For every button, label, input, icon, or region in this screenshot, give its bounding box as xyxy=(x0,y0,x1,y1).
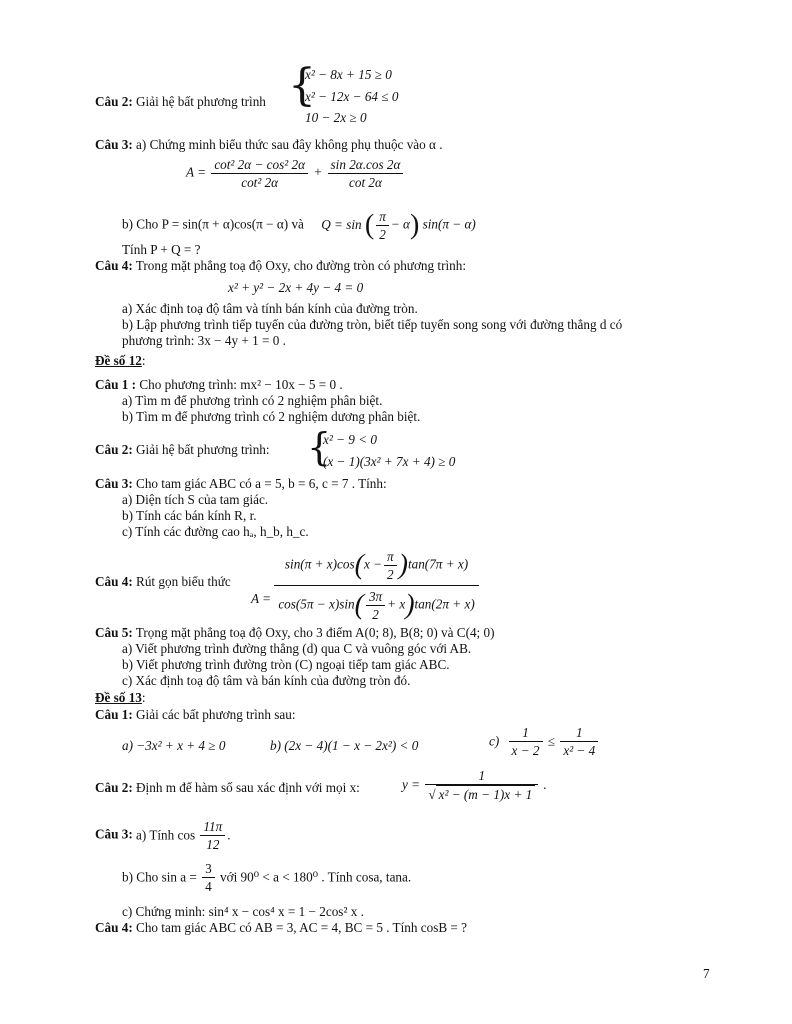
exam-title: Đề số 12 xyxy=(95,353,142,368)
radicand: x² − (m − 1)x + 1 xyxy=(436,785,536,803)
formula-part: cos(5π − x)sin xyxy=(278,596,355,612)
part-label: c) xyxy=(489,733,500,749)
question-part: b) Lập phương trình tiếp tuyến của đường tròn, biết tiếp tuyến song song với đường thẳng d có xyxy=(122,317,623,332)
fraction xyxy=(366,588,385,623)
numerator: 11π xyxy=(200,818,225,836)
question-5-line xyxy=(95,625,495,641)
question-label: Câu 2: xyxy=(95,442,133,457)
fraction xyxy=(384,548,397,583)
question-text: Trọng mặt phẳng toạ độ Oxy, cho 3 điểm A(0; 8), B(8; 0) và C(4; 0) xyxy=(135,625,495,640)
question-part: a) Viết phương trình đường thẳng (d) qua C và vuông góc với AB. xyxy=(122,641,472,656)
question-part xyxy=(489,724,600,759)
fraction xyxy=(509,724,543,759)
denominator: x² − 4 xyxy=(563,743,596,758)
inequality: x² − 9 < 0 xyxy=(323,432,377,447)
exam-heading xyxy=(95,353,146,369)
inequality: x² − 8x + 15 ≥ 0 xyxy=(305,67,392,82)
circle-equation: x² + y² − 2x + 4y − 4 = 0 xyxy=(228,280,364,295)
expression-A xyxy=(251,548,479,623)
question-1-line xyxy=(95,707,296,723)
big-fraction xyxy=(274,548,478,623)
question-4-line xyxy=(95,258,466,274)
formula-part: tan(7π + x) xyxy=(407,556,469,572)
question-label: Câu 4: xyxy=(95,920,133,935)
question-1-line xyxy=(95,377,343,393)
question-label: Câu 4: xyxy=(95,574,133,589)
denominator: 4 xyxy=(205,879,212,894)
question-part: a) Xác định toạ độ tâm và tính bán kính của đường tròn. xyxy=(122,301,418,316)
formula-part: sin(π + x)cos xyxy=(284,556,355,572)
question-part: a) Tìm m để phương trình có 2 nghiệm phân biệt. xyxy=(122,393,383,408)
question-text: Giải hệ bất phương trình xyxy=(136,94,266,109)
question-label: Câu 2: xyxy=(95,94,133,109)
denominator: 2 xyxy=(387,567,394,582)
function-y xyxy=(402,767,547,803)
question-3-line xyxy=(95,476,387,492)
system-brace: { xyxy=(288,60,316,111)
exam-heading xyxy=(95,690,146,706)
question-2-line xyxy=(95,94,266,110)
formula-part: − α xyxy=(390,216,410,232)
paren-right: ) xyxy=(405,589,415,621)
denominator xyxy=(425,785,538,803)
question-3b-line xyxy=(122,208,476,243)
question-label: Câu 4: xyxy=(95,258,133,273)
question-label: Câu 2: xyxy=(95,780,133,795)
question-4-line xyxy=(95,920,467,936)
fraction xyxy=(200,818,225,853)
numerator: 1 xyxy=(425,767,538,785)
exam-title: Đề số 13 xyxy=(95,690,142,705)
question-part: b) Viết phương trình đường tròn (C) ngoại tiếp tam giác ABC. xyxy=(122,657,450,672)
question-text: Cho tam giác ABC có AB = 3, AC = 4, BC = 5 . Tính cosB = ? xyxy=(136,920,468,935)
inequality: x² − 12x − 64 ≤ 0 xyxy=(305,89,399,104)
question-label: Câu 3: xyxy=(95,476,133,491)
period: . xyxy=(227,827,231,843)
fraction xyxy=(376,208,389,243)
formula-lhs: A = xyxy=(251,590,272,606)
denominator xyxy=(274,586,478,623)
formula-part: tan(2π + x) xyxy=(414,596,475,612)
question-text: b) Cho P = sin(π + α)cos(π − α) và xyxy=(122,216,304,232)
question-part: c) Xác định toạ độ tâm và bán kính của đường tròn đó. xyxy=(122,673,411,688)
question-part: a) −3x² + x + 4 ≥ 0 xyxy=(122,738,226,753)
question-label: Câu 3: xyxy=(95,137,133,152)
formula-part: sin(π − α) xyxy=(422,216,476,232)
numerator: 3 xyxy=(202,860,215,878)
question-2-line xyxy=(95,442,270,458)
formula-A xyxy=(186,156,405,191)
paren-right: ) xyxy=(398,549,408,581)
operator: ≤ xyxy=(547,733,556,749)
operator: + xyxy=(313,164,323,180)
question-text: Giải các bất phương trình sau: xyxy=(136,707,296,722)
numerator: cot² 2α − cos² 2α xyxy=(211,156,308,174)
question-label: Câu 1: xyxy=(95,707,133,722)
denominator: cot² 2α xyxy=(241,175,279,190)
denominator: 2 xyxy=(372,607,379,622)
denominator: 2 xyxy=(379,227,386,242)
question-text: Rút gọn biểu thức xyxy=(136,574,231,589)
question-text: a) Chứng minh biểu thức sau đây không phụ thuộc vào α . xyxy=(136,137,443,152)
numerator: 1 xyxy=(509,724,543,742)
fraction xyxy=(202,860,215,895)
denominator: x − 2 xyxy=(511,743,540,758)
question-text: với 90⁰ < a < 180⁰ . Tính cosa, tana. xyxy=(220,869,412,885)
paren-left: ( xyxy=(364,209,375,241)
question-part: phương trình: 3x − 4y + 1 = 0 . xyxy=(122,333,286,348)
question-text: Cho phương trình: mx² − 10x − 5 = 0 . xyxy=(139,377,343,392)
question-part xyxy=(122,860,411,895)
period: . xyxy=(543,777,547,792)
paren-right: ) xyxy=(409,209,420,241)
question-text: Tính P + Q = ? xyxy=(122,242,201,257)
numerator xyxy=(274,548,478,586)
question-text: a) Tính cos xyxy=(136,827,196,843)
paren-left: ( xyxy=(354,589,364,621)
question-text: Định m để hàm số sau xác định với mọi x: xyxy=(136,780,360,795)
formula-lhs: A = xyxy=(186,164,207,180)
question-label: Câu 5: xyxy=(95,625,133,640)
question-label: Câu 1 : xyxy=(95,377,137,392)
fraction xyxy=(425,767,538,803)
question-part: b) Tính các bán kính R, r. xyxy=(122,508,257,523)
question-text: Cho tam giác ABC có a = 5, b = 6, c = 7 . Tính: xyxy=(136,476,387,491)
question-part: c) Tính các đường cao hₐ, h_b, h_c. xyxy=(122,524,309,539)
question-text: b) Cho sin a = xyxy=(122,869,197,885)
question-part: b) Tìm m để phương trình có 2 nghiệm dương phân biệt. xyxy=(122,409,421,424)
colon: : xyxy=(141,353,146,368)
denominator: 12 xyxy=(206,837,220,852)
formula-part: x − xyxy=(363,556,383,572)
question-text: Giải hệ bất phương trình: xyxy=(136,442,270,457)
question-2-line xyxy=(95,780,360,796)
numerator: π xyxy=(384,548,397,566)
formula-part: + x xyxy=(387,596,406,612)
fraction xyxy=(560,724,598,759)
question-text: Trong mặt phẳng toạ độ Oxy, cho đường tròn có phương trình: xyxy=(135,258,466,273)
sqrt-icon: √ xyxy=(428,787,436,802)
inequality: 10 − 2x ≥ 0 xyxy=(305,110,367,125)
question-3-line xyxy=(95,818,231,853)
question-4-line xyxy=(95,574,231,590)
numerator: 1 xyxy=(560,724,598,742)
colon: : xyxy=(141,690,146,705)
fraction xyxy=(328,156,404,191)
paren-left: ( xyxy=(354,549,364,581)
formula-lhs: Q = sin xyxy=(321,216,362,232)
numerator: π xyxy=(376,208,389,226)
formula-lhs: y = xyxy=(402,777,421,792)
question-part: a) Diện tích S của tam giác. xyxy=(122,492,269,507)
inequality: (x − 1)(3x² + 7x + 4) ≥ 0 xyxy=(323,454,456,469)
question-label: Câu 3: xyxy=(95,826,133,842)
numerator: sin 2α.cos 2α xyxy=(328,156,404,174)
numerator: 3π xyxy=(366,588,385,606)
question-part: c) Chứng minh: sin⁴ x − cos⁴ x = 1 − 2cos² x . xyxy=(122,904,364,919)
question-3-line xyxy=(95,137,443,153)
denominator: cot 2α xyxy=(349,175,382,190)
question-part: b) (2x − 4)(1 − x − 2x²) < 0 xyxy=(270,738,419,753)
page-number: 7 xyxy=(703,966,710,981)
fraction xyxy=(211,156,308,191)
system-brace: { xyxy=(307,425,332,469)
